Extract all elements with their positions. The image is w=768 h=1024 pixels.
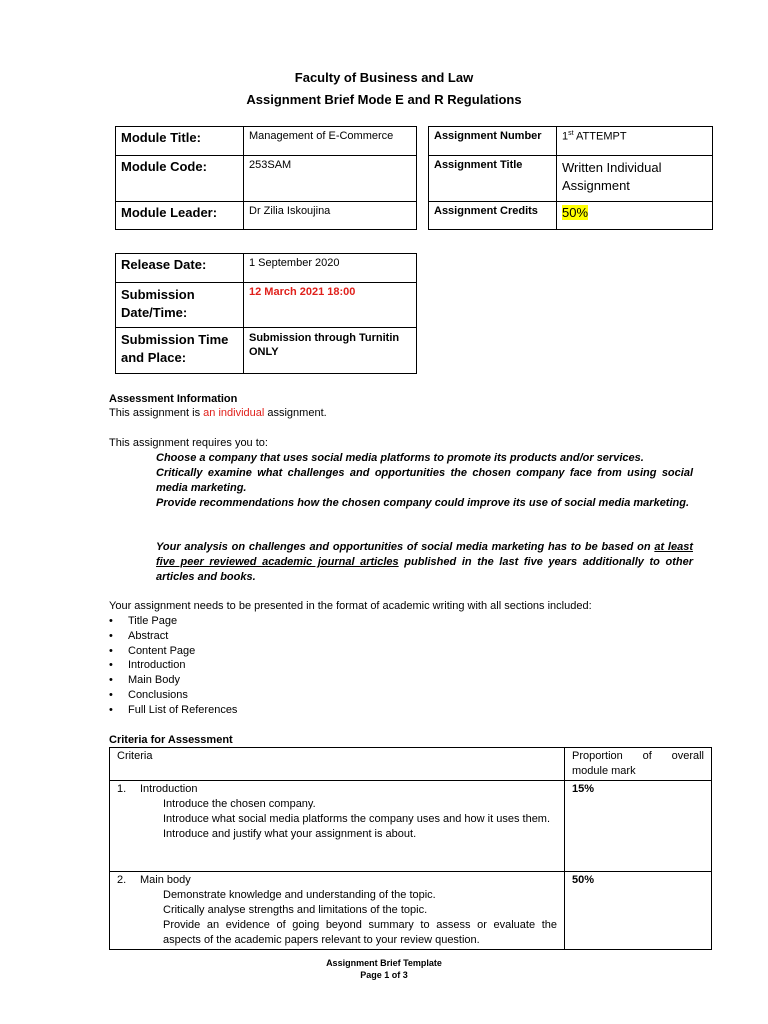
analysis-paragraph [156,540,693,585]
analysis-after: published in the last five years additionally to other articles and books. [156,556,693,583]
dates-table [115,253,417,374]
footer-page-number: Page 1 of 3 [360,970,408,980]
criterion-number: 2. [117,874,127,886]
list-item: • Full List of References [109,703,237,718]
attempt-text: ATTEMPT [573,130,627,143]
brief-heading: Assignment Brief Mode E and R Regulations [246,92,522,107]
task-1: Choose a company that uses social media platforms to promote its products and/or services. [156,452,644,464]
list-item: • Introduction [109,658,237,673]
submission-date-value: 12 March 2021 18:00 [244,283,417,328]
analysis-before: Your analysis on challenges and opportunities of social media marketing has to be based on [156,541,655,553]
assignment-table [428,126,713,230]
list-item: • Abstract [109,629,237,644]
list-item: • Conclusions [109,688,237,703]
format-intro: Your assignment needs to be presented in the format of academic writing with all sections included: [109,600,592,612]
footer-template: Assignment Brief Template [326,958,442,968]
criterion-item: Provide an evidence of going beyond summary to assess or evaluate the aspects of the academic papers relevant to your review question. [163,919,557,946]
assignment-title-value: Written Individual Assignment [557,156,713,202]
table-row [110,781,712,872]
table-row [110,872,712,950]
intro-after: assignment. [264,407,327,419]
module-code-value: 253SAM [244,156,417,202]
criterion-proportion: 50% [565,872,712,950]
criterion-proportion: 15% [565,781,712,872]
module-title-label: Module Title: [116,127,244,156]
intro-highlight: an individual [203,407,265,419]
release-date-label: Release Date: [116,254,244,283]
criteria-heading: Criteria for Assessment [109,734,233,746]
criterion-item: Critically analyse strengths and limitations of the topic. [163,904,428,916]
module-leader-value: Dr Zilia Iskoujina [244,202,417,230]
criterion-title [117,873,557,888]
module-leader-label: Module Leader: [116,202,244,230]
module-title-value: Management of E-Commerce [244,127,417,156]
criterion-item: Demonstrate knowledge and understanding of the topic. [163,889,436,901]
assessment-intro [109,406,327,421]
assessment-heading: Assessment Information [109,393,238,405]
assignment-title-label: Assignment Title [429,156,557,202]
requires-text: This assignment requires you to: [109,437,268,449]
module-table [115,126,417,230]
attempt-ordinal: st [568,130,574,137]
analysis-underlined: at least five peer reviewed academic journal articles [156,541,693,568]
task-3: Provide recommendations how the chosen company could improve its use of social media marketing. [156,497,690,509]
release-date-value: 1 September 2020 [244,254,417,283]
submission-date-label: Submission Date/Time: [116,283,244,328]
assignment-number-label: Assignment Number [429,127,557,156]
submission-place-label: Submission Time and Place: [116,328,244,374]
criterion-title-text: Introduction [140,783,198,795]
list-item: • Content Page [109,644,237,659]
proportion-col-header: Proportion of overall module mark [565,748,712,781]
criterion-item: Introduce and justify what your assignment is about. [163,828,417,840]
criterion-number: 1. [117,783,127,795]
list-item: • Main Body [109,673,237,688]
sections-list [109,614,237,718]
list-item: • Title Page [109,614,237,629]
assignment-credits-value: 50% [562,205,589,220]
task-2: Critically examine what challenges and opportunities the chosen company face from using social media marketing. [156,467,693,494]
assignment-number-value [557,127,713,156]
criteria-col-header: Criteria [110,748,565,781]
module-code-label: Module Code: [116,156,244,202]
attempt-number: 1 [562,130,569,143]
criterion-title [117,782,557,797]
criterion-item: Introduce the chosen company. [163,798,316,810]
assignment-credits-label: Assignment Credits [429,202,557,230]
criteria-table [109,747,712,950]
intro-before: This assignment is [109,407,204,419]
criterion-title-text: Main body [140,874,191,886]
submission-place-value: Submission through Turnitin ONLY [244,328,417,374]
faculty-heading: Faculty of Business and Law [294,70,474,85]
criterion-item: Introduce what social media platforms the company uses and how it uses them. [163,813,551,825]
